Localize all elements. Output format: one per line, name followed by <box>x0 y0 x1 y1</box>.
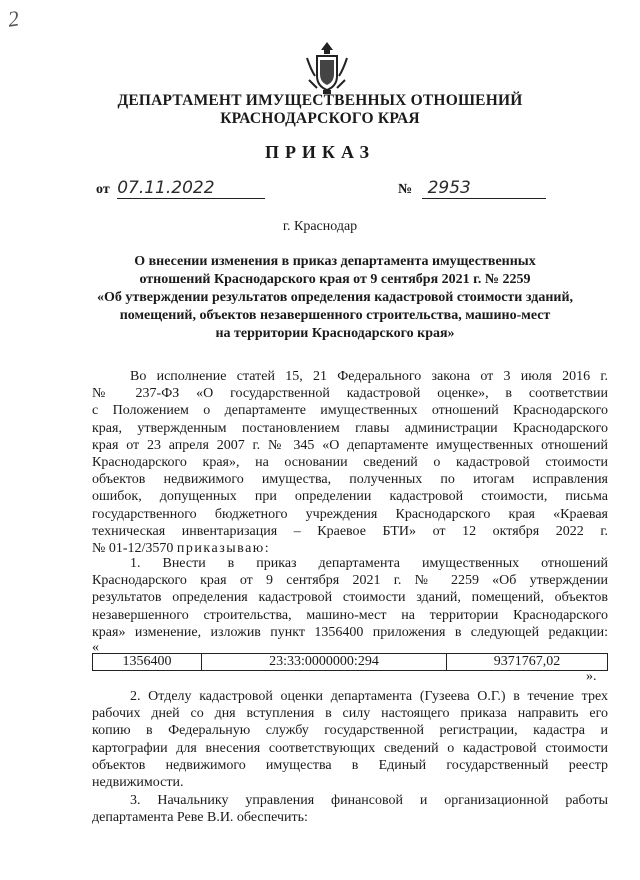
coat-of-arms-emblem <box>303 40 351 96</box>
item-2 <box>92 688 608 791</box>
org-name-line1: ДЕПАРТАМЕНТ ИМУЩЕСТВЕННЫХ ОТНОШЕНИЙ <box>117 92 523 109</box>
org-name-line2: КРАСНОДАРСКОГО КРАЯ <box>220 110 420 127</box>
subject-line: О внесении изменения в приказ департамента имущественных <box>134 254 536 269</box>
preamble-line: Краснодарского края», на основании сведений о кадастровой стоимости <box>92 455 608 471</box>
date-prefix: от <box>96 182 110 197</box>
page-number: 2 <box>6 5 21 32</box>
table-cell-cadastral-number: 23:33:0000000:294 <box>202 654 447 671</box>
table-cell-item: 1356400 <box>93 654 202 671</box>
preamble-line: ошибок, допущенных при определении кадастровой стоимости, письма <box>92 489 608 505</box>
item-2-line: недвижимости. <box>92 775 184 791</box>
preamble-line: края от 23 апреля 2007 г. № 345 «О департаменте имущественных отношений <box>92 437 608 453</box>
preamble <box>92 368 608 557</box>
number-field <box>422 178 546 199</box>
preamble-line: объектов недвижимого имущества, полученных по итогам исправления <box>92 472 608 488</box>
preamble-line: № 237-ФЗ «О государственной кадастровой оценке», в соответствии <box>92 386 608 402</box>
quote-close: ». <box>586 669 597 684</box>
item-3-line: 3. Начальнику управления финансовой и организационной работы <box>130 793 608 808</box>
table-cell-value: 9371767,02 <box>447 654 608 671</box>
subject-line: отношений Краснодарского края от 9 сентября 2021 г. № 2259 <box>139 272 531 287</box>
item-2-line: объектов недвижимого имущества в Единый государственный реестр <box>92 757 608 773</box>
item-2-line: копию в Федеральную службу государственной регистрации, кадастра и <box>92 723 608 739</box>
cadastral-value-table <box>92 653 608 671</box>
order-date <box>96 178 265 199</box>
order-word: приказываю: <box>176 541 271 557</box>
table-row <box>93 654 608 671</box>
item-1-line: 1. Внести в приказ департамента имущественных отношений <box>130 556 608 571</box>
item-1-line: результатов определения кадастровой стоимости зданий, помещений, объектов <box>92 590 608 606</box>
date-value: 07.11.2022 <box>117 178 215 198</box>
item-3 <box>92 792 608 826</box>
item-1-line: края» изменение, изложив пункт 1356400 приложения в следующей редакции: <box>92 624 608 640</box>
quote-open: « <box>92 640 99 655</box>
item-2-line: 2. Отделу кадастровой оценки департамента (Гузеева О.Г.) в течение трех <box>130 689 608 704</box>
item-1-line: Краснодарского края от 9 сентября 2021 г. № 2259 «Об утверждении <box>92 573 608 589</box>
number-prefix: № <box>398 182 413 197</box>
number-value: 2953 <box>427 178 471 198</box>
preamble-line: Во исполнение статей 15, 21 Федерального закона от 3 июля 2016 г. <box>130 369 608 384</box>
preamble-line: края, утвержденным постановлением главы администрации Краснодарского <box>92 420 608 436</box>
preamble-line: с Положением о департаменте имущественных отношений Краснодарского <box>92 403 608 419</box>
subject-line: на территории Краснодарского края» <box>215 326 455 341</box>
order-number <box>398 178 546 199</box>
subject-line: «Об утверждении результатов определения кадастровой стоимости зданий, <box>96 290 574 305</box>
item-3-line: департамента Реве В.И. обеспечить: <box>92 810 308 826</box>
preamble-line: техническая инвентаризация – Краевое БТИ» от 12 октября 2022 г. <box>92 523 608 539</box>
date-field <box>117 178 265 199</box>
letter-number: № 01-12/3570 <box>92 541 174 557</box>
subject-line: помещений, объектов незавершенного строительства, машино-мест <box>119 308 551 323</box>
order-title: ПРИКАЗ <box>264 142 376 162</box>
item-2-line: рабочих дней со дня вступления в силу настоящего приказа направить его <box>92 706 608 722</box>
item-1-line: незавершенного строительства, машино-мест на территории Краснодарского <box>92 607 608 623</box>
city: г. Краснодар <box>282 219 358 234</box>
preamble-line: государственного бюджетного учреждения Краснодарского края «Краевая <box>92 506 608 522</box>
item-1 <box>92 555 608 641</box>
item-2-line: картографии для внесения соответствующих сведений о кадастровой стоимости <box>92 740 608 756</box>
